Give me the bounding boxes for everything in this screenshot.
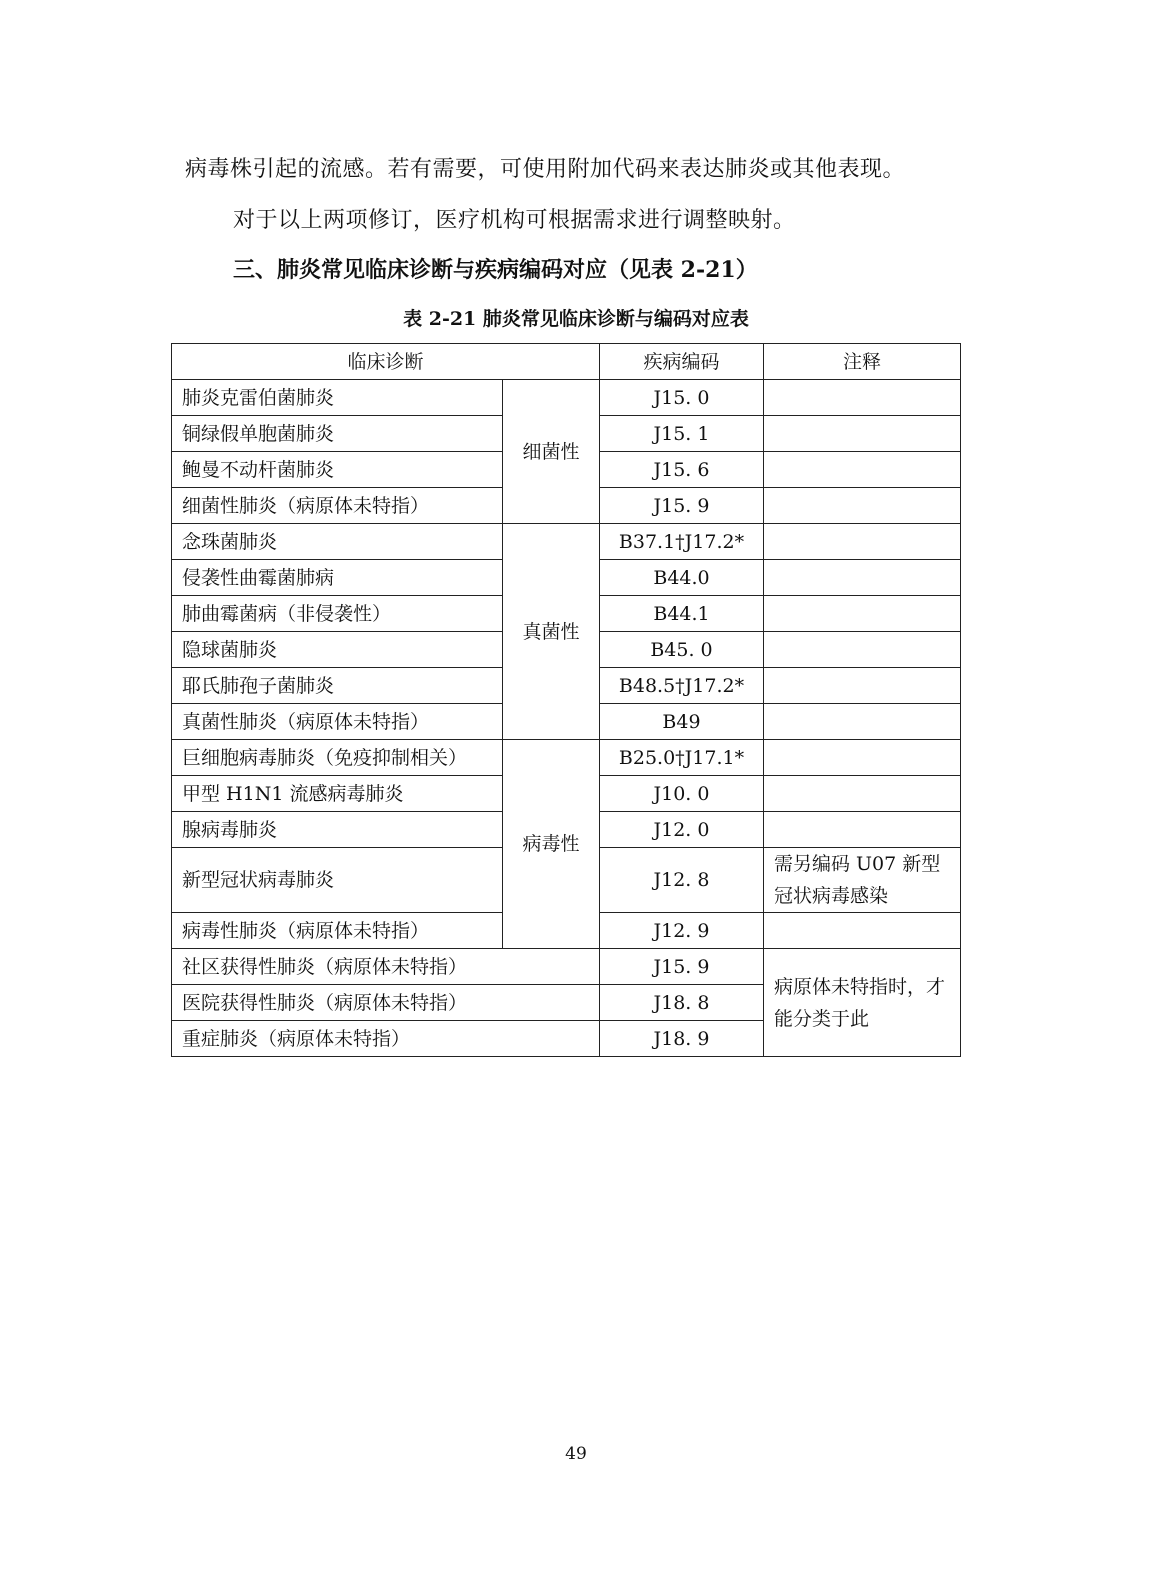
diagnosis-cell: 社区获得性肺炎（病原体未特指） [172,949,600,985]
header-diagnosis: 临床诊断 [172,344,600,380]
table-header-row [172,344,961,380]
code-cell: J15. 9 [600,488,764,524]
note-cell [764,668,961,704]
code-cell: J12. 9 [600,913,764,949]
code-cell: B48.5†J17.2* [600,668,764,704]
code-cell: J15. 6 [600,452,764,488]
header-code: 疾病编码 [600,344,764,380]
diagnosis-cell: 新型冠状病毒肺炎 [172,848,503,913]
group-cell-viral: 病毒性 [503,740,600,949]
note-cell [764,524,961,560]
group-cell-bacterial: 细菌性 [503,380,600,524]
code-cell: J12. 8 [600,848,764,913]
code-cell: B44.0 [600,560,764,596]
body-paragraph-1: 病毒株引起的流感。若有需要，可使用附加代码来表达肺炎或其他表现。 [185,157,906,182]
diagnosis-cell: 隐球菌肺炎 [172,632,503,668]
code-cell: J18. 9 [600,1021,764,1057]
diagnosis-cell: 甲型 H1N1 流感病毒肺炎 [172,776,503,812]
code-cell: J15. 0 [600,380,764,416]
note-cell [764,380,961,416]
diagnosis-cell: 侵袭性曲霉菌肺病 [172,560,503,596]
diagnosis-cell: 耶氏肺孢子菌肺炎 [172,668,503,704]
table-row [172,949,961,985]
diagnosis-cell: 重症肺炎（病原体未特指） [172,1021,600,1057]
code-cell: J10. 0 [600,776,764,812]
code-cell: B25.0†J17.1* [600,740,764,776]
note-cell [764,704,961,740]
section-heading: 三、肺炎常见临床诊断与疾病编码对应（见表 2-21） [233,257,758,283]
table-caption: 表 2-21 肺炎常见临床诊断与编码对应表 [403,308,749,330]
diagnosis-cell: 细菌性肺炎（病原体未特指） [172,488,503,524]
note-cell [764,812,961,848]
header-note: 注释 [764,344,961,380]
note-cell [764,913,961,949]
table-row [172,380,961,416]
note-cell [764,488,961,524]
note-cell [764,452,961,488]
code-cell: J15. 9 [600,949,764,985]
code-cell: B44.1 [600,596,764,632]
shared-note-cell: 病原体未特指时，才能分类于此 [764,949,961,1057]
code-cell: J18. 8 [600,985,764,1021]
note-cell [764,740,961,776]
code-cell: B37.1†J17.2* [600,524,764,560]
code-cell: J15. 1 [600,416,764,452]
diagnosis-cell: 肺曲霉菌病（非侵袭性） [172,596,503,632]
note-cell [764,416,961,452]
body-paragraph-2: 对于以上两项修订，医疗机构可根据需求进行调整映射。 [233,208,796,233]
code-cell: B45. 0 [600,632,764,668]
diagnosis-cell: 肺炎克雷伯菌肺炎 [172,380,503,416]
note-cell [764,596,961,632]
page-number: 49 [565,1444,587,1464]
diagnosis-cell: 腺病毒肺炎 [172,812,503,848]
diagnosis-cell: 真菌性肺炎（病原体未特指） [172,704,503,740]
diagnosis-cell: 铜绿假单胞菌肺炎 [172,416,503,452]
table-row [172,740,961,776]
diagnosis-cell: 医院获得性肺炎（病原体未特指） [172,985,600,1021]
note-cell [764,776,961,812]
diagnosis-cell: 病毒性肺炎（病原体未特指） [172,913,503,949]
note-cell [764,560,961,596]
diagnosis-cell: 鲍曼不动杆菌肺炎 [172,452,503,488]
diagnosis-code-table [171,343,961,1057]
code-cell: J12. 0 [600,812,764,848]
note-cell [764,632,961,668]
group-cell-fungal: 真菌性 [503,524,600,740]
code-cell: B49 [600,704,764,740]
note-cell: 需另编码 U07 新型冠状病毒感染 [764,848,961,913]
diagnosis-cell: 巨细胞病毒肺炎（免疫抑制相关） [172,740,503,776]
table-row [172,524,961,560]
diagnosis-cell: 念珠菌肺炎 [172,524,503,560]
